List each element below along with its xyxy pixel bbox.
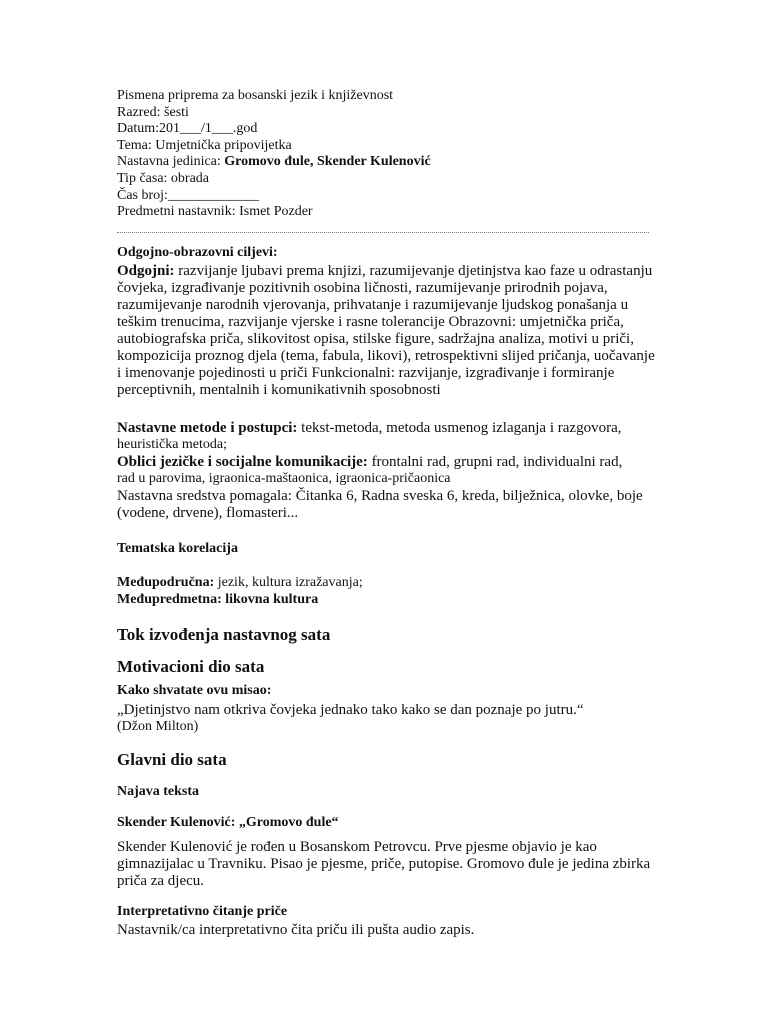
doc-title: Pismena priprema za bosanski jezik i književnost — [117, 88, 394, 103]
goals-heading: Odgojno-obrazovni ciljevi: — [117, 244, 278, 260]
quote-author: (Džon Milton) — [117, 719, 199, 735]
goals-label: Odgojni: — [117, 263, 175, 280]
reading-heading: Interpretativno čitanje priče — [117, 903, 288, 919]
class-type-line: Tip časa: obrada — [117, 170, 210, 186]
header-block — [117, 88, 655, 221]
reading-text: Nastavnik/ca interpretativno čita priču ili pušta audio zapis. — [117, 922, 475, 939]
methods-paragraph — [117, 420, 655, 437]
main-part-heading: Glavni dio sata — [117, 749, 227, 769]
methods-text: tekst-metoda, metoda usmenog izlaganja i razgovora, — [297, 420, 622, 437]
interfield-value: jezik, kultura izražavanja; — [214, 574, 363, 590]
topic-line: Tema: Umjetnička pripovijetka — [117, 137, 292, 153]
interfield-line — [117, 575, 655, 591]
document-page — [117, 88, 655, 939]
forms-label: Oblici jezičke i socijalne komunikacije: — [117, 453, 368, 470]
story-title: Skender Kulenović: „Gromovo đule“ — [117, 815, 339, 831]
goals-text: razvijanje ljubavi prema knjizi, razumijevanje djetinjstva kao faze u odrastanju čovjeka, izgrađivanje pozitivnih osobina ličnosti, razumijevanje prirodnih pojava, razumijevanje narodnih vjerovanja, prihvatanje i razumijevanje ljudskog ponašanja u teškim trenucima, razvijanje vjerske i rasne tolerancije Obrazovni: umjetnička priča, autobiografska priča, slikovitost opisa, stilske figure, sadržajna analiza, motivi u priči, kompozicija proznog djela (tema, fabula, likovi), retrospektivni slijed pričanja, uočavanje i imenovanje pojedinosti u priči Funkcionalni: razvijanje, izgrađivanje i formiranje perceptivnih, mentalnih i komunikativnih sposobnosti — [117, 263, 655, 399]
grade-line: Razred: šesti — [117, 104, 189, 120]
methods-text-cont: heuristička metoda; — [117, 437, 228, 453]
correlation-heading: Tematska korelacija — [117, 541, 238, 557]
interfield-label: Međupodručna: — [117, 574, 215, 590]
intersubject-line: Međupredmetna: likovna kultura — [117, 592, 319, 608]
lesson-unit-label: Nastavna jedinica: — [117, 154, 225, 170]
goals-paragraph — [117, 263, 655, 399]
motivation-heading: Motivacioni dio sata — [117, 656, 265, 676]
lesson-flow-heading: Tok izvođenja nastavnog sata — [117, 624, 331, 644]
dotted-divider — [117, 232, 649, 233]
date-line: Datum:201___/1___.god — [117, 121, 258, 137]
quote-text: „Djetinjstvo nam otkriva čovjeka jednako tako kako se dan poznaje po jutru.“ — [117, 702, 584, 719]
forms-text: frontalni rad, grupni rad, individualni rad, — [367, 453, 623, 470]
lesson-unit-line — [117, 154, 655, 171]
forms-text-cont: rad u parovima, igraonica-maštaonica, igraonica-pričaonica — [117, 470, 451, 486]
teaching-aids: Nastavna sredstva pomagala: Čitanka 6, Radna sveska 6, kreda, bilježnica, olovke, boje (vodene, drvene), flomasteri... — [117, 488, 643, 522]
lesson-unit-value: Gromovo đule, Skender Kulenović — [224, 154, 431, 170]
author-bio: Skender Kulenović je rođen u Bosanskom Petrovcu. Prve pjesme objavio je kao gimnazijalac u Travniku. Pisao je pjesme, priče, putopise. Gromovo đule je jedina zbirka priča za djecu. — [117, 838, 651, 889]
forms-paragraph — [117, 454, 655, 471]
methods-label: Nastavne metode i postupci: — [117, 420, 298, 437]
class-number-line: Čas broj:_____________ — [117, 187, 259, 203]
teacher-line: Predmetni nastavnik: Ismet Pozder — [117, 204, 313, 220]
text-intro-heading: Najava teksta — [117, 783, 200, 799]
question-heading: Kako shvatate ovu misao: — [117, 682, 272, 698]
